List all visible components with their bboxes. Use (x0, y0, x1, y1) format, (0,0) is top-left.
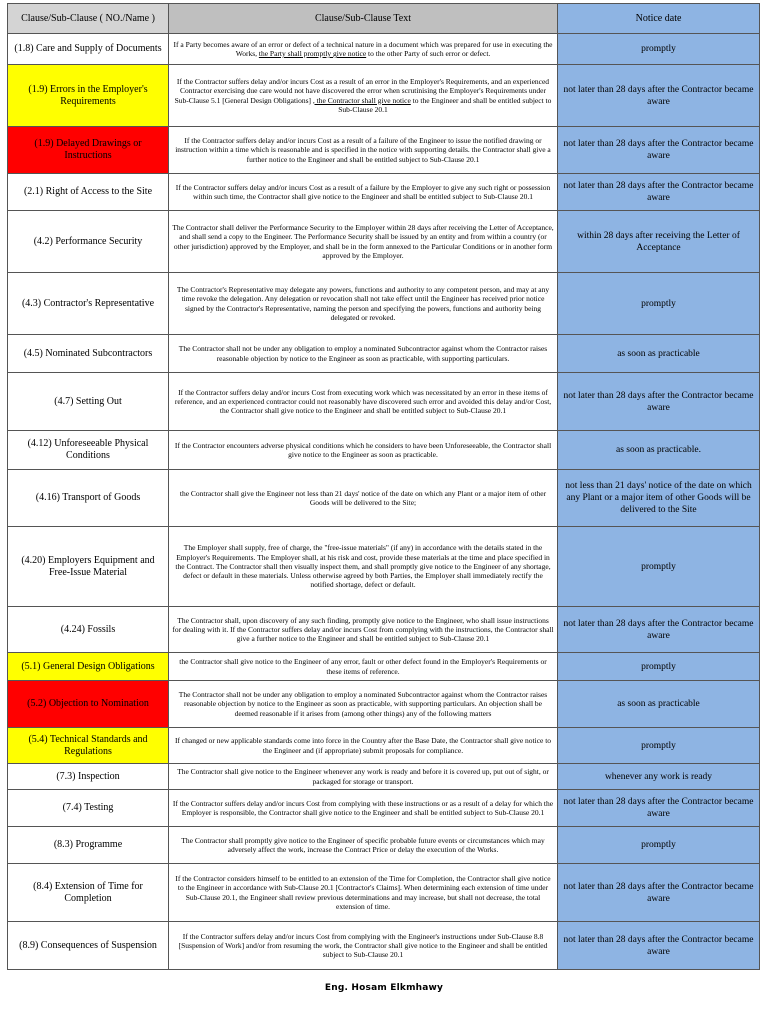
clause-cell: (8.3) Programme (8, 827, 169, 864)
notice-date-cell: promptly (558, 273, 760, 335)
notice-date-cell: not later than 28 days after the Contractor became aware (558, 127, 760, 174)
table-row (8, 607, 760, 653)
clause-text-cell: The Contractor shall, upon discovery of any such finding, promptly give notice to the Engineer, who shall issue instructions for dealing with it. If the Contractor suffers delay and/or incurs Cost from complying with the instructions, the Contractor shall give a further notice to the Engineer and shall be entitled subject to Sub-Clause 20.1 (169, 607, 558, 653)
notice-table (7, 3, 760, 970)
notice-date-cell: not less than 21 days' notice of the date on which any Plant or a major item of other Goods will be delivered to the Site (558, 470, 760, 527)
clause-cell: (8.9) Consequences of Suspension (8, 922, 169, 970)
table-row (8, 34, 760, 65)
clause-text-cell: The Contractor shall give notice to the Engineer whenever any work is ready and before it is covered up, put out of sight, or packaged for storage or transport. (169, 764, 558, 790)
notice-date-cell: as soon as practicable (558, 681, 760, 728)
table-row (8, 864, 760, 922)
clause-cell: (4.24) Fossils (8, 607, 169, 653)
notice-date-cell: promptly (558, 728, 760, 764)
author-signature: Eng. Hosam Elkmhawy (324, 983, 444, 993)
clause-cell: (5.2) Objection to Nomination (8, 681, 169, 728)
notice-date-cell: promptly (558, 34, 760, 65)
header-text: Clause/Sub-Clause Text (169, 4, 558, 34)
clause-text-cell: If the Contractor considers himself to be entitled to an extension of the Time for Completion, the Contractor shall give notice to the Engineer in accordance with Sub-Clause 20.1 [Contractor's Claims]. When determining each extension of time under Sub-Clause 20.1, the Engineer shall review previous determinations and may increase, but shall not decrease, the total extension of time. (169, 864, 558, 922)
notice-date-cell: as soon as practicable. (558, 431, 760, 470)
clause-text-cell: If the Contractor suffers delay and/or incurs Cost as a result of a failure by the Employer to give any such right or possession within such time, the Contractor shall give notice to the Engineer and shall be entitled subject to Sub-Clause 20.1 (169, 174, 558, 211)
table-row (8, 728, 760, 764)
clause-text-part: If the Contractor suffers delay and/or incurs Cost as a result of an error in the Employer's Requirements, and an experienced Contractor exercising due care would not have discovered the error when scrutinising the Employer's Requirements under Sub-Clause 5.1 [General Design Obligations] (174, 76, 550, 105)
clause-cell: (4.2) Performance Security (8, 211, 169, 273)
table-row (8, 764, 760, 790)
table-row (8, 922, 760, 970)
table-row (8, 527, 760, 607)
table-row (8, 127, 760, 174)
clause-text-cell: If the Contractor suffers delay and/or incurs Cost from complying with the Engineer's instructions under Sub-Clause 8.8 [Suspension of Work] and/or from resuming the work, the Contractor shall give notice to the Engineer and shall be entitled subject to Sub-Clause 20.1 (169, 922, 558, 970)
clause-text-cell: The Contractor's Representative may delegate any powers, functions and authority to any competent person, and may at any time revoke the delegation. Any delegation or revocation shall not take effect until the Engineer has received prior notice signed by the Contractor's Representative, naming the person and specifying the powers, functions and authority being delegated or revoked. (169, 273, 558, 335)
clause-text-cell: If the Contractor suffers delay and/or incurs Cost as a result of a failure of the Engineer to issue the notified drawing or instruction within a time which is reasonable and is specified in the notice with supporting details. the Contractor shall give a further notice to the Engineer and shall be entitled subject to Sub-Clause 20.1 (169, 127, 558, 174)
notice-date-cell: promptly (558, 653, 760, 681)
notice-date-cell: not later than 28 days after the Contractor became aware (558, 174, 760, 211)
table-row (8, 273, 760, 335)
table-row (8, 431, 760, 470)
notice-date-cell: promptly (558, 827, 760, 864)
notice-date-cell: not later than 28 days after the Contractor became aware (558, 790, 760, 827)
clause-cell: (8.4) Extension of Time for Completion (8, 864, 169, 922)
table-row (8, 827, 760, 864)
clause-text-cell: If the Contractor suffers delay and/or incurs Cost from executing work which was necessitated by an error in these items of reference, and an experienced contractor could not reasonably have discovered such error and avoided this delay and/or Cost, the Contractor shall give notice to the Engineer and shall be entitled subject to Sub-Clause 20.1 (169, 373, 558, 431)
table-row (8, 373, 760, 431)
notice-date-cell: whenever any work is ready (558, 764, 760, 790)
notice-date-cell: within 28 days after receiving the Letter of Acceptance (558, 211, 760, 273)
clause-text-cell (169, 34, 558, 65)
notice-date-cell: not later than 28 days after the Contractor became aware (558, 65, 760, 127)
clause-cell: (4.7) Setting Out (8, 373, 169, 431)
notice-date-cell: not later than 28 days after the Contractor became aware (558, 864, 760, 922)
clause-cell: (1.9) Errors in the Employer's Requirements (8, 65, 169, 127)
notice-date-cell: not later than 28 days after the Contractor became aware (558, 607, 760, 653)
clause-text-cell: The Employer shall supply, free of charge, the "free-issue materials" (if any) in accordance with the details stated in the Employer's Requirements. The Employer shall, at his risk and cost, provide these materials at the time and place specified in the Contract. The Contractor shall then visually inspect them, and shall promptly give notice to the Engineer of any shortage, defect or default in these materials. Unless otherwise agreed by both Parties, the Employer shall immediately rectify the notified shortage, defect or default. (169, 527, 558, 607)
table-row (8, 653, 760, 681)
clause-cell: (2.1) Right of Access to the Site (8, 174, 169, 211)
clause-text-cell (169, 65, 558, 127)
clause-cell: (4.20) Employers Equipment and Free-Issue Material (8, 527, 169, 607)
clause-text-cell: the Contractor shall give notice to the Engineer of any error, fault or other defect found in the Employer's Requirements or these items of reference. (169, 653, 558, 681)
clause-text-part: to the Engineer and shall be entitled subject to Sub-Clause 20.1 (338, 95, 552, 114)
clause-text-part: to the other Party of such error or defect. (366, 49, 491, 58)
table-row (8, 211, 760, 273)
table-row (8, 470, 760, 527)
table-row (8, 65, 760, 127)
clause-text-cell: The Contractor shall deliver the Performance Security to the Employer within 28 days after receiving the Letter of Acceptance, and shall send a copy to the Engineer. The Performance Security shall be issued by an entity and from within a country (or other jurisdiction) approved by the Employer, and shall be in the form annexed to the Particular Conditions or in another form approved by the Employer. (169, 211, 558, 273)
clause-cell: (4.16) Transport of Goods (8, 470, 169, 527)
notice-date-cell: not later than 28 days after the Contractor became aware (558, 373, 760, 431)
table-header-row (8, 4, 760, 34)
clause-cell: (4.3) Contractor's Representative (8, 273, 169, 335)
clause-text-underlined: , the Contractor shall give notice (312, 95, 411, 105)
clause-cell: (4.5) Nominated Subcontractors (8, 335, 169, 373)
header-notice-date: Notice date (558, 4, 760, 34)
table-row (8, 681, 760, 728)
clause-text-cell: If changed or new applicable standards come into force in the Country after the Base Date, the Contractor shall give notice to the Engineer and (if appropriate) submit proposals for compliance. (169, 728, 558, 764)
header-clause: Clause/Sub-Clause ( NO./Name ) (8, 4, 169, 34)
clause-text-cell: If the Contractor encounters adverse physical conditions which he considers to have been Unforeseeable, the Contractor shall give notice to the Engineer as soon as practicable. (169, 431, 558, 470)
notice-date-cell: as soon as practicable (558, 335, 760, 373)
clause-text-cell: The Contractor shall not be under any obligation to employ a nominated Subcontractor against whom the Contractor raises reasonable objection by notice to the Engineer as soon as practicable, with supporting particulars. (169, 335, 558, 373)
table-row (8, 174, 760, 211)
table-row (8, 335, 760, 373)
clause-text-cell: If the Contractor suffers delay and/or incurs Cost from complying with these instructions or as a result of a delay for which the Employer is responsible, the Contractor shall give notice to the Engineer and shall be entitled subject to Sub-Clause 20.1 (169, 790, 558, 827)
clause-text-cell: the Contractor shall give the Engineer not less than 21 days' notice of the date on which any Plant or a major item of other Goods will be delivered to the Site; (169, 470, 558, 527)
clause-cell: (5.4) Technical Standards and Regulations (8, 728, 169, 764)
notice-date-cell: promptly (558, 527, 760, 607)
clause-text-cell: The Contractor shall not be under any obligation to employ a nominated Subcontractor against whom the Contractor raises reasonable objection by notice to the Engineer as soon as practicable, with supporting particulars. An objection shall be deemed reasonable if it arises from (among other things) any of the following matters (169, 681, 558, 728)
clause-cell: (1.9) Delayed Drawings or Instructions (8, 127, 169, 174)
notice-date-cell: not later than 28 days after the Contractor became aware (558, 922, 760, 970)
clause-text-cell: The Contractor shall promptly give notice to the Engineer of specific probable future events or circumstances which may adversely affect the work, increase the Contract Price or delay the execution of the Works. (169, 827, 558, 864)
table-row (8, 790, 760, 827)
clause-text-underlined: the Party shall promptly give notice (258, 49, 367, 58)
clause-cell: (4.12) Unforeseeable Physical Conditions (8, 431, 169, 470)
clause-cell: (7.4) Testing (8, 790, 169, 827)
clause-cell: (5.1) General Design Obligations (8, 653, 169, 681)
clause-cell: (1.8) Care and Supply of Documents (8, 34, 169, 65)
clause-text-part: If a Party becomes aware of an error or defect of a technical nature in a document which was prepared for use in executing the Works, (173, 39, 553, 58)
clause-cell: (7.3) Inspection (8, 764, 169, 790)
